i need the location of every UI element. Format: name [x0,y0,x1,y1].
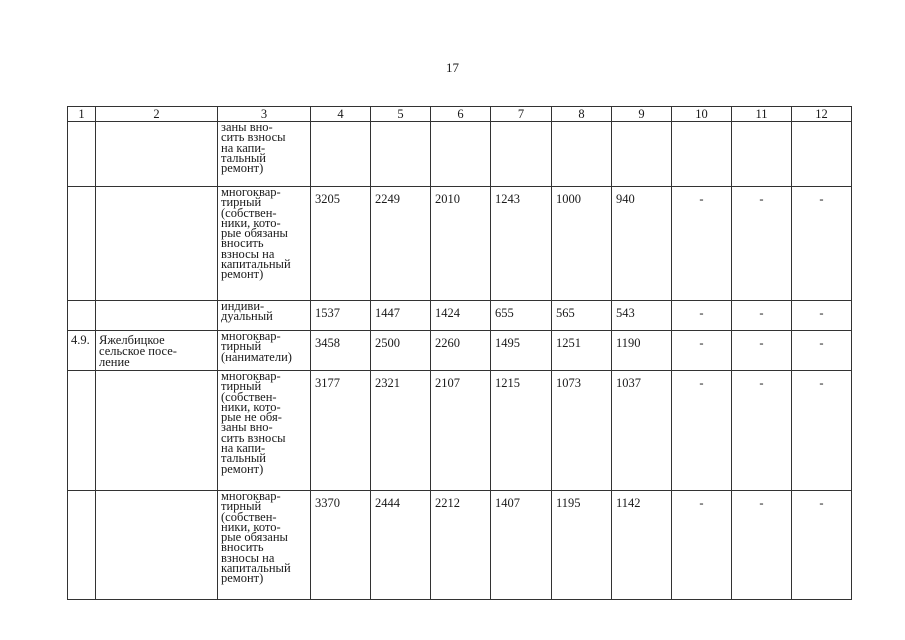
value-cell-text: - [699,306,704,320]
value-cell-text: 2444 [375,496,400,510]
value-cell [672,301,732,331]
housing-type-cell-text: многоквар- тирный (наниматели) [221,330,292,364]
value-cell-text: - [819,496,824,510]
housing-type-cell [218,331,311,371]
value-cell-text: 1190 [616,336,641,350]
value-cell [552,122,612,187]
value-cell-text: 2010 [435,192,460,206]
value-cell-text: - [819,376,824,390]
value-cell [552,371,612,491]
table-row [68,371,852,491]
value-cell [612,331,672,371]
value-cell-text: 1142 [616,496,641,510]
row-index-cell [68,122,96,187]
value-cell-text: - [759,336,764,350]
value-cell [792,491,852,600]
value-cell [732,491,792,600]
housing-type-cell-text: индиви- дуальный [221,300,273,324]
header-cell: 9 [612,107,672,122]
table-row [68,187,852,301]
value-cell-text: 1215 [495,376,520,390]
value-cell [371,331,431,371]
row-index-cell [68,187,96,301]
value-cell-text: 1251 [556,336,581,350]
value-cell-text: 2500 [375,336,400,350]
housing-type-cell-text: многоквар- тирный (собствен- ники, кото- рые обязаны вносить взносы на капитальный ремонт) [221,490,291,586]
value-cell-text: 2249 [375,192,400,206]
value-cell [491,491,552,600]
value-cell [431,331,491,371]
value-cell-text: 2107 [435,376,460,390]
value-cell [431,371,491,491]
tariff-table [67,106,852,600]
value-cell-text: 1424 [435,306,460,320]
value-cell-text: - [699,192,704,206]
value-cell-text: 940 [616,192,635,206]
value-cell-text: 655 [495,306,514,320]
value-cell-text: - [759,496,764,510]
value-cell [552,491,612,600]
value-cell-text: 543 [616,306,635,320]
header-cell: 2 [96,107,218,122]
value-cell [672,371,732,491]
value-cell [491,187,552,301]
value-cell [792,371,852,491]
table-row [68,331,852,371]
value-cell [431,187,491,301]
housing-type-cell [218,301,311,331]
settlement-cell [96,331,218,371]
value-cell [672,122,732,187]
value-cell [371,187,431,301]
value-cell-text: - [819,192,824,206]
value-cell-text: 3177 [315,376,340,390]
header-cell: 12 [792,107,852,122]
value-cell [732,122,792,187]
value-cell-text: 1407 [495,496,520,510]
value-cell-text: 2321 [375,376,400,390]
housing-type-cell-text: многоквар- тирный (собствен- ники, кото- рые не обя- заны вно- сить взносы на капи- тальный ремонт) [221,370,286,476]
value-cell [732,187,792,301]
housing-type-cell-text: многоквар- тирный (собствен- ники, кото- рые обязаны вносить взносы на капитальный ремонт) [221,186,291,282]
value-cell [552,301,612,331]
value-cell [491,371,552,491]
value-cell [431,301,491,331]
header-cell: 8 [552,107,612,122]
value-cell-text: 565 [556,306,575,320]
value-cell-text: - [699,336,704,350]
value-cell-text: - [699,376,704,390]
value-cell [732,331,792,371]
settlement-cell [96,301,218,331]
value-cell [552,187,612,301]
value-cell [732,301,792,331]
value-cell [792,187,852,301]
value-cell [491,122,552,187]
settlement-cell [96,491,218,600]
header-cell: 1 [68,107,96,122]
housing-type-cell [218,491,311,600]
header-cell: 11 [732,107,792,122]
housing-type-cell [218,122,311,187]
value-cell [491,301,552,331]
value-cell [732,371,792,491]
header-cell: 5 [371,107,431,122]
settlement-cell [96,371,218,491]
value-cell-text: - [699,496,704,510]
value-cell-text: 3370 [315,496,340,510]
value-cell [311,187,371,301]
value-cell [311,122,371,187]
value-cell [672,491,732,600]
value-cell [612,301,672,331]
value-cell-text: 1073 [556,376,581,390]
housing-type-cell [218,371,311,491]
page-number: 17 [446,60,459,75]
value-cell [371,122,431,187]
value-cell-text: - [759,306,764,320]
header-row [68,107,852,122]
value-cell [431,122,491,187]
settlement-cell [96,187,218,301]
housing-type-cell [218,187,311,301]
header-cell: 6 [431,107,491,122]
value-cell-text: 1243 [495,192,520,206]
value-cell [371,491,431,600]
value-cell [371,301,431,331]
header-cell: 3 [218,107,311,122]
value-cell [672,331,732,371]
row-index-cell [68,301,96,331]
settlement-cell-text: Яжелбицкое сельское посе- ление [99,333,177,369]
row-index-cell-text: 4.9. [71,333,90,347]
value-cell-text: 2260 [435,336,460,350]
value-cell [311,371,371,491]
table-row [68,122,852,187]
table-row [68,301,852,331]
housing-type-cell-text: заны вно- сить взносы на капи- тальный ремонт) [221,121,286,176]
value-cell-text: 1447 [375,306,400,320]
value-cell-text: - [759,376,764,390]
value-cell [612,491,672,600]
value-cell [552,331,612,371]
value-cell-text: - [819,306,824,320]
value-cell-text: - [819,336,824,350]
value-cell [311,491,371,600]
value-cell-text: - [759,192,764,206]
header-cell: 7 [491,107,552,122]
value-cell-text: 1195 [556,496,581,510]
value-cell [311,301,371,331]
value-cell-text: 3205 [315,192,340,206]
value-cell [371,371,431,491]
value-cell [431,491,491,600]
value-cell-text: 1495 [495,336,520,350]
value-cell-text: 1000 [556,192,581,206]
value-cell-text: 1537 [315,306,340,320]
value-cell [491,331,552,371]
value-cell-text: 2212 [435,496,460,510]
row-index-cell [68,491,96,600]
value-cell [672,187,732,301]
row-index-cell [68,371,96,491]
value-cell [792,122,852,187]
header-cell: 4 [311,107,371,122]
value-cell [612,371,672,491]
value-cell-text: 3458 [315,336,340,350]
table-row [68,491,852,600]
row-index-cell [68,331,96,371]
value-cell [792,331,852,371]
value-cell [311,331,371,371]
value-cell [612,187,672,301]
value-cell [612,122,672,187]
value-cell [792,301,852,331]
header-cell: 10 [672,107,732,122]
value-cell-text: 1037 [616,376,641,390]
settlement-cell [96,122,218,187]
